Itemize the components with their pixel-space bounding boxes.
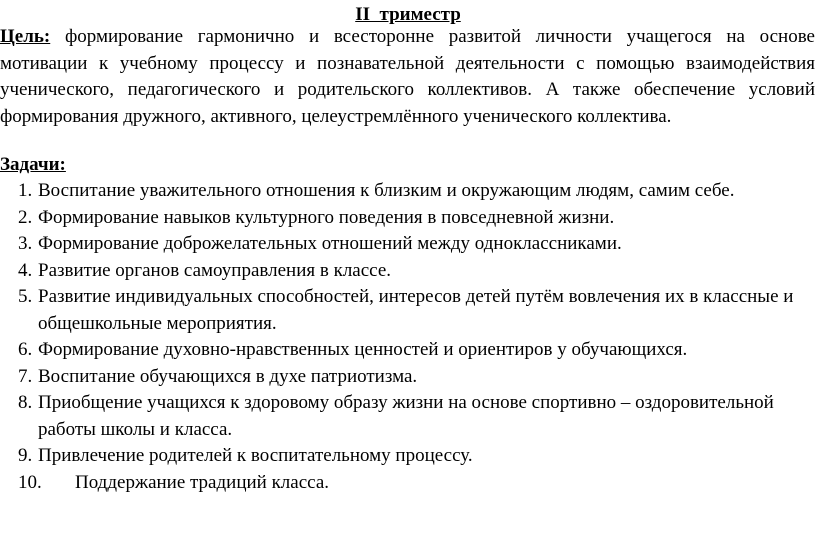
task-number: 5. [18, 286, 33, 307]
task-item [0, 337, 816, 364]
task-text: Поддержание традиций класса. [75, 471, 330, 493]
task-text: Формирование духовно-нравственных ценностей и ориентиров у обучающихся. [38, 339, 688, 360]
task-number: 2. [18, 206, 33, 228]
task-text: Приобщение учащихся к здоровому образу жизни на основе спортивно – оздоровительной работы школы и класса. [38, 392, 774, 440]
task-number: 9. [18, 445, 33, 466]
task-text: Формирование доброжелательных отношений между одноклассниками. [38, 233, 622, 254]
task-number: 7. [18, 365, 33, 387]
task-item [0, 364, 816, 391]
task-number: 8. [18, 392, 33, 413]
task-number: 6. [18, 339, 33, 360]
task-item [0, 178, 816, 205]
task-text: Развитие органов самоуправления в классе. [38, 259, 392, 281]
task-text: Формирование навыков культурного поведения в повседневной жизни. [38, 206, 615, 228]
tasks-heading: Задачи: [0, 154, 66, 175]
task-number: 3. [18, 233, 33, 254]
goal-text: формирование гармонично и всесторонне развитой личности учащегося на основе мотивации к учебному процессу и познавательной деятельности с помощью взаимодействия ученического, педагогического и родительского коллективов. А также обеспечение условий формирования дружного, активного, целеустремлённого ученического коллектива. [0, 26, 815, 127]
task-item [0, 205, 816, 232]
task-item [0, 443, 816, 470]
task-number: 4. [18, 259, 33, 281]
goal-paragraph [0, 24, 815, 130]
task-item [0, 231, 816, 258]
task-item [0, 258, 816, 285]
task-item [0, 284, 816, 337]
task-text: Развитие индивидуальных способностей, интересов детей путём вовлечения их в классные и общешкольные мероприятия. [38, 286, 794, 334]
task-text: Воспитание уважительного отношения к близким и окружающим людям, самим себе. [38, 180, 735, 201]
task-list [0, 178, 816, 496]
task-item [0, 390, 816, 443]
task-text: Привлечение родителей к воспитательному процессу. [38, 445, 473, 466]
goal-label: Цель: [0, 26, 51, 47]
task-number: 10. [18, 471, 42, 493]
task-item [0, 470, 816, 497]
task-text: Воспитание обучающихся в духе патриотизма. [38, 365, 418, 387]
page-title: II триместр [355, 4, 461, 25]
task-number: 1. [18, 180, 33, 201]
